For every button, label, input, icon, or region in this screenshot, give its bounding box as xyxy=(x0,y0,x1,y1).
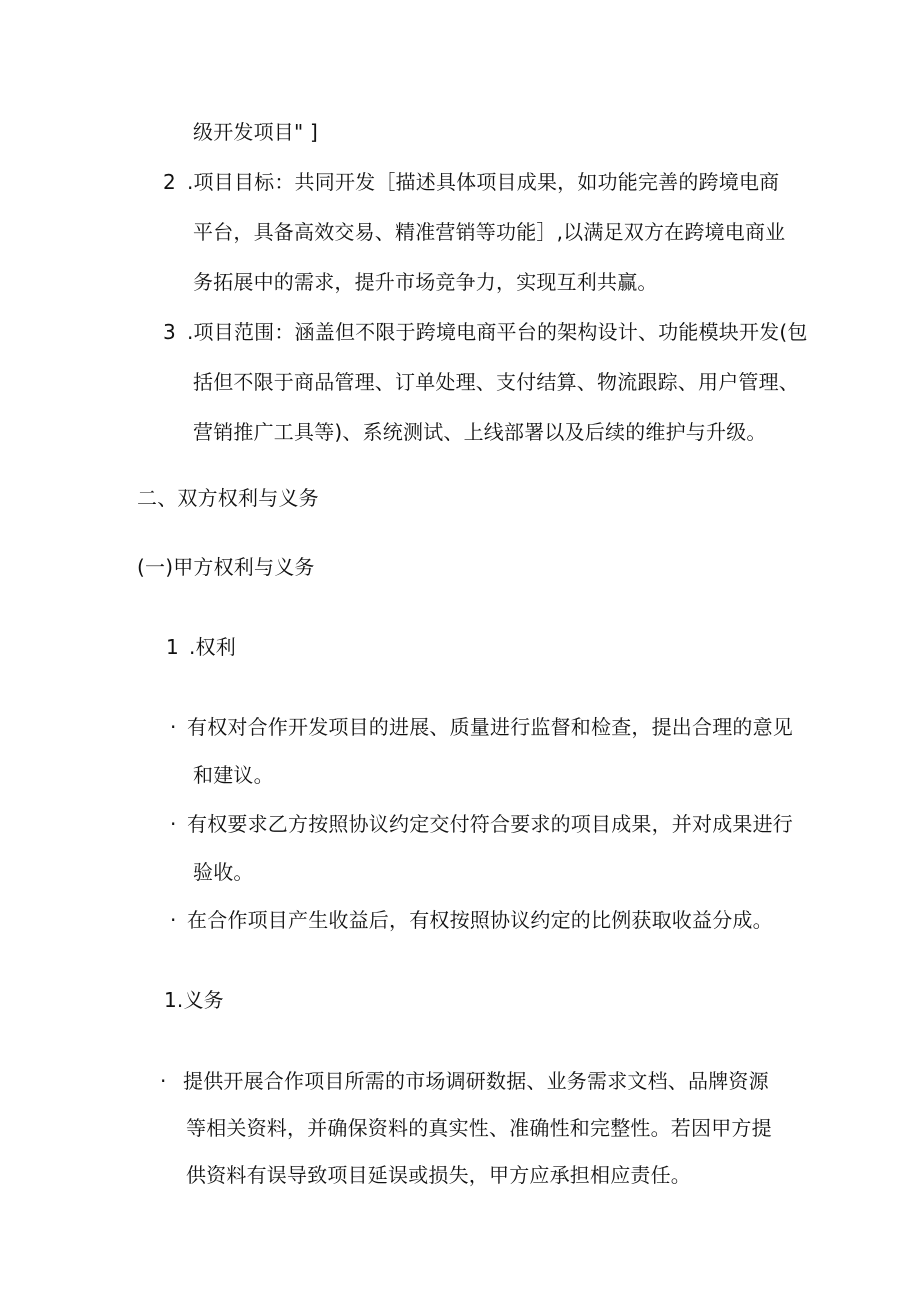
continuation-line: 级开发项目" ] xyxy=(193,120,318,144)
bullet-line: 等相关资料，并确保资料的真实性、准确性和完整性。若因甲方提 xyxy=(186,1116,772,1140)
bullet-line: 验收。 xyxy=(193,860,254,884)
bullet: · xyxy=(160,1069,167,1093)
item-number: 1 xyxy=(166,635,179,659)
bullet-line: 在合作项目产生收益后，有权按照协议约定的比例获取收益分成。 xyxy=(187,908,773,932)
paragraph-line: 括但不限于商品管理、订单处理、支付结算、物流跟踪、用户管理、 xyxy=(193,370,799,394)
bullet: · xyxy=(170,908,177,932)
paragraph-line: 务拓展中的需求，提升市场竞争力，实现互利共赢。 xyxy=(193,270,658,294)
bullet-line: 和建议。 xyxy=(193,763,274,787)
bullet-line: 供资料有误导致项目延误或损失，甲方应承担相应责任。 xyxy=(186,1163,691,1187)
item-number: 2 xyxy=(163,170,176,194)
subsection-heading: (一)甲方权利与义务 xyxy=(137,555,315,579)
subheading-duties: 1.义务 xyxy=(164,988,224,1012)
bullet: · xyxy=(170,715,177,739)
subheading-rights: .权利 xyxy=(189,635,236,659)
paragraph-line: .项目范围：涵盖但不限于跨境电商平台的架构设计、功能模块开发(包 xyxy=(187,320,808,344)
item-number: 3 xyxy=(163,320,176,344)
paragraph-line: .项目目标：共同开发［描述具体项目成果，如功能完善的跨境电商 xyxy=(187,170,780,194)
section-heading: 二、双方权利与义务 xyxy=(137,486,319,510)
bullet-line: 有权要求乙方按照协议约定交付符合要求的项目成果，并对成果进行 xyxy=(187,812,793,836)
bullet-line: 有权对合作开发项目的进展、质量进行监督和检查，提出合理的意见 xyxy=(187,715,793,739)
bullet: · xyxy=(170,812,177,836)
bullet-line: 提供开展合作项目所需的市场调研数据、业务需求文档、品牌资源 xyxy=(183,1069,769,1093)
paragraph-line: 平台，具备高效交易、精准营销等功能］,以满足双方在跨境电商业 xyxy=(193,220,786,244)
paragraph-line: 营销推广工具等)、系统测试、上线部署以及后续的维护与升级。 xyxy=(193,420,767,444)
